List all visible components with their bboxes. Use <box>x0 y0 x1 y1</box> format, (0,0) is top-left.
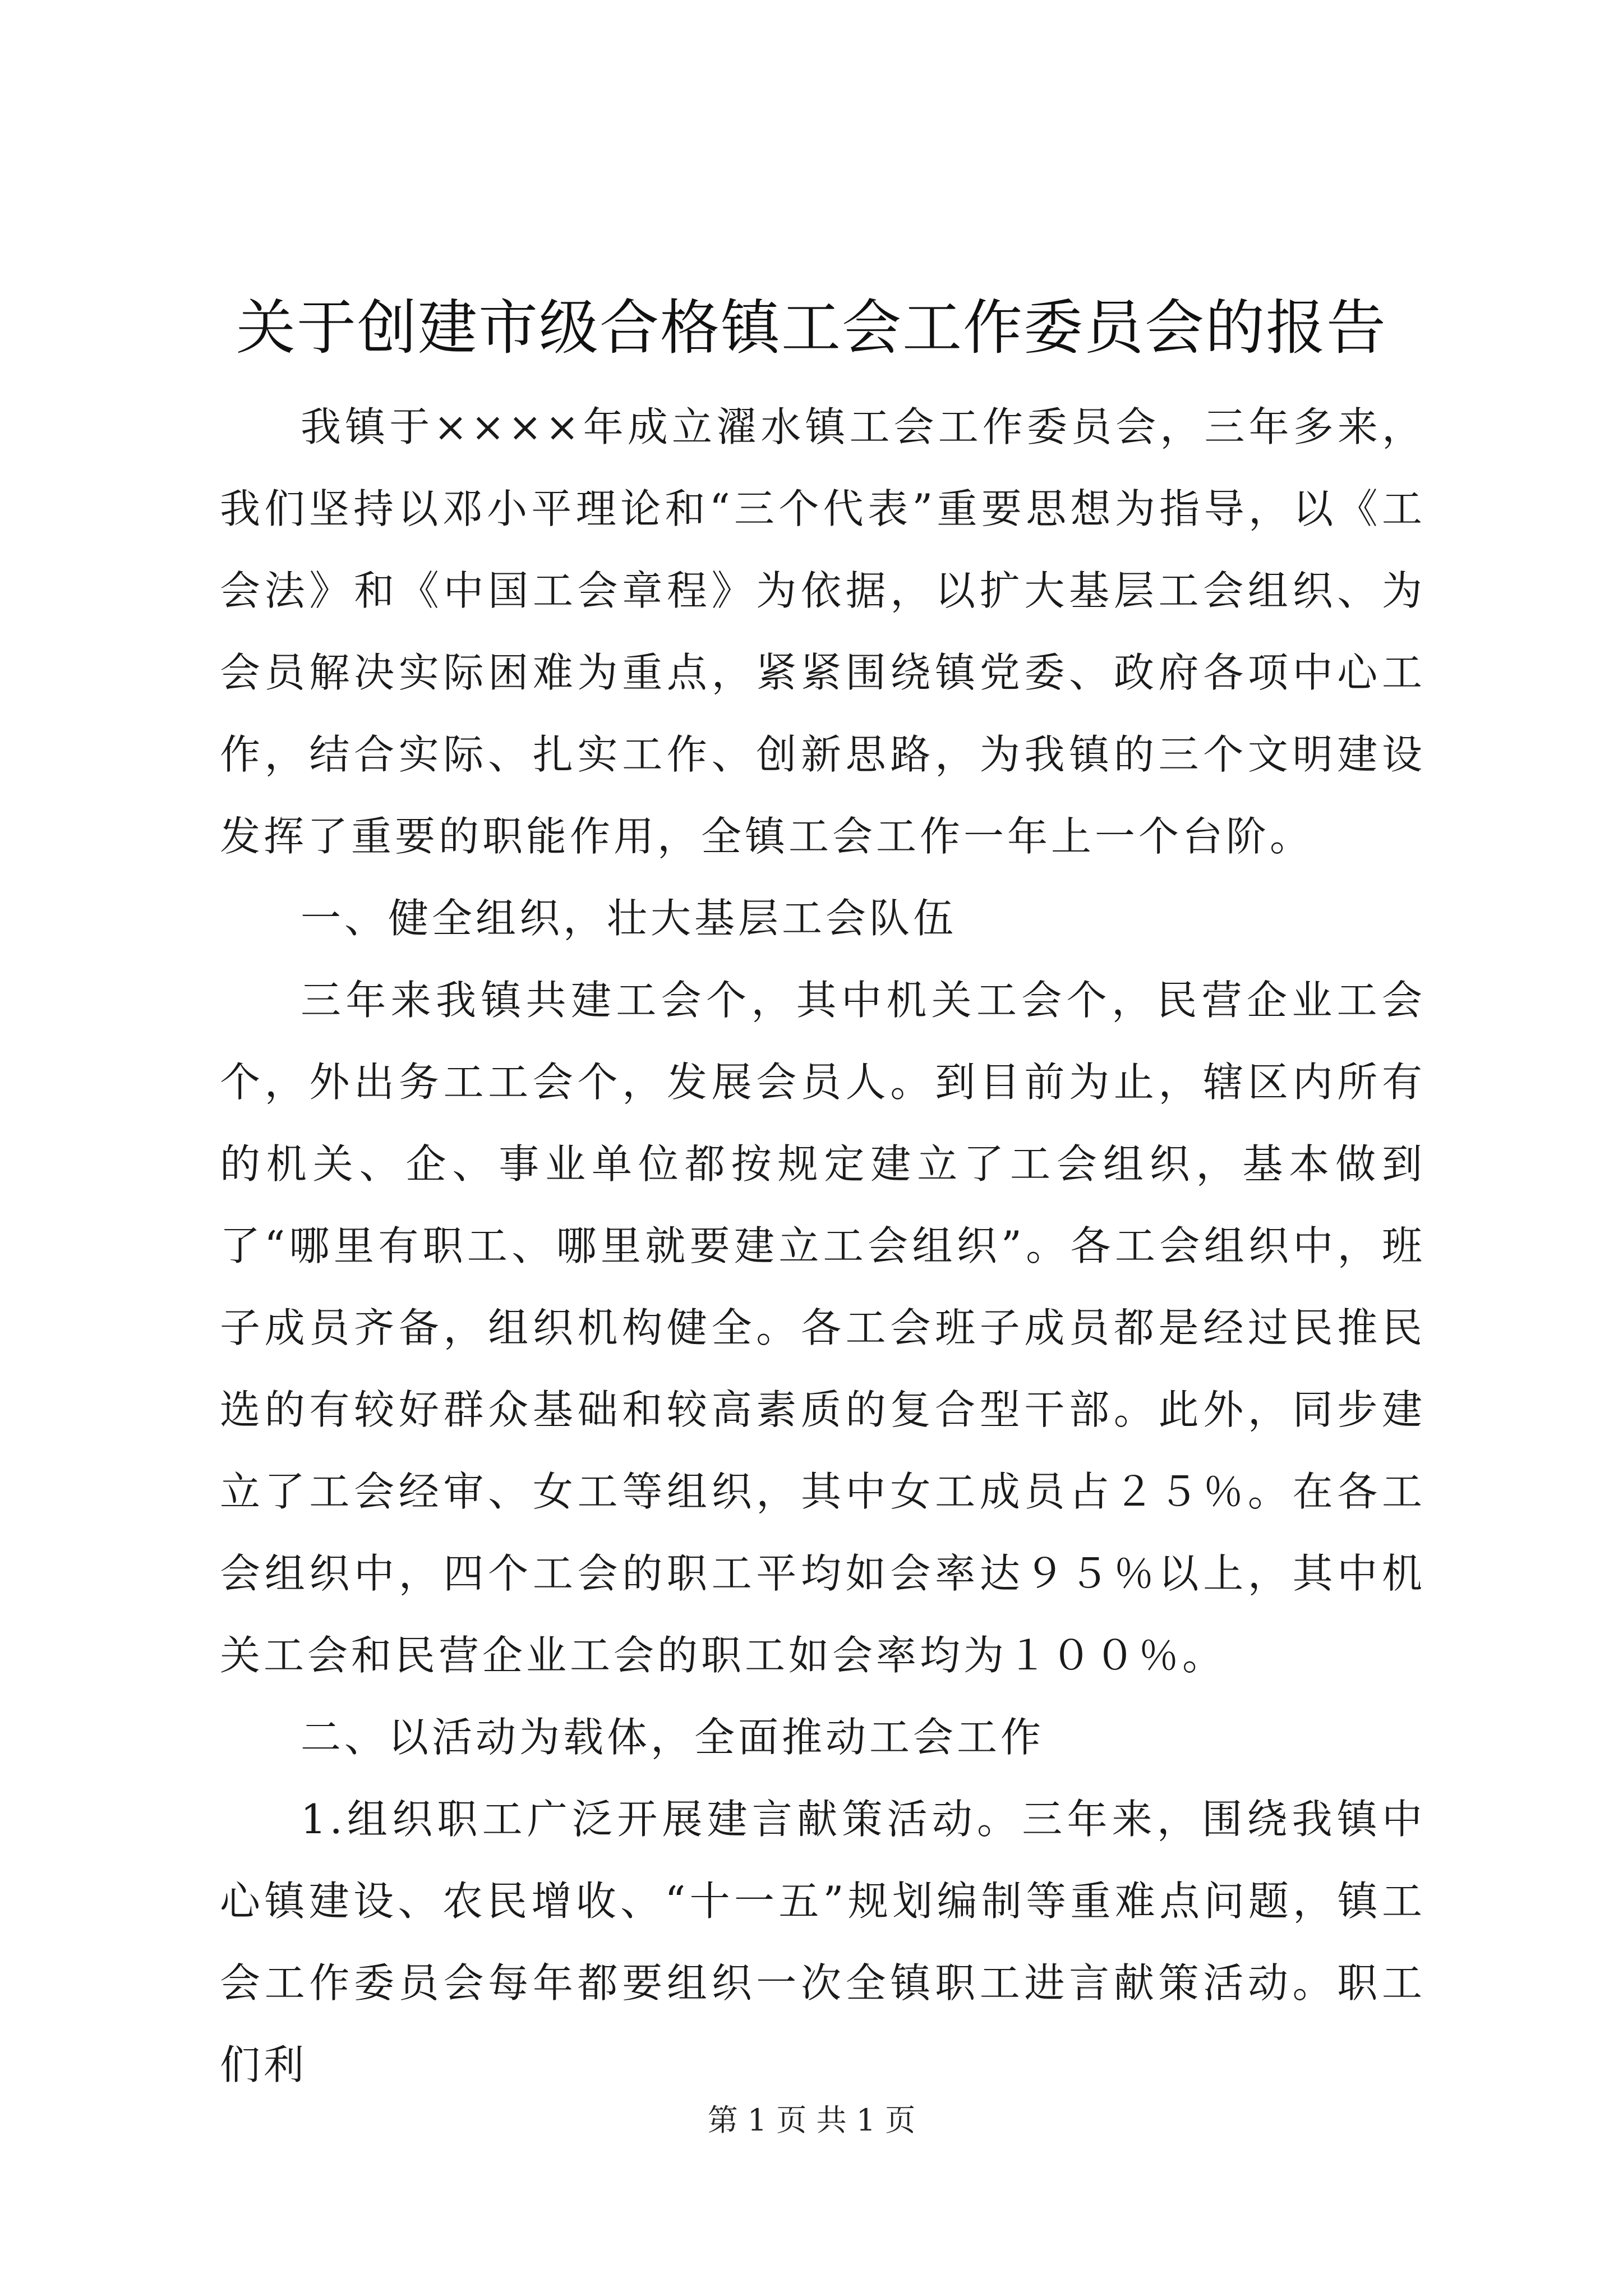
page-footer: 第 1 页 共 1 页 <box>707 2102 916 2138</box>
document-body <box>220 386 1426 2106</box>
section-heading-1: 一、健全组织，壮大基层工会队伍 <box>301 895 957 942</box>
document-title: 关于创建市级合格镇工会工作委员会的报告 <box>236 293 1387 362</box>
paragraph-intro: 我镇于××××年成立濯水镇工会工作委员会，三年多来，我们坚持以邓小平理论和“三个代表”重要思想为指导，以《工会法》和《中国工会章程》为依据，以扩大基层工会组织、为会员解决实际困难为重点，紧紧围绕镇党委、政府各项中心工作，结合实际、扎实工作、创新思路，为我镇的三个文明建设发挥了重要的职能作用，全镇工会工作一年上一个台阶。 <box>220 403 1426 860</box>
paragraph-section-2-item-1: 1.组织职工广泛开展建言献策活动。三年来，围绕我镇中心镇建设、农民增收、“十一五”规划编制等重难点问题，镇工会工作委员会每年都要组织一次全镇职工进言献策活动。职工们利 <box>220 1796 1426 2088</box>
section-heading-2: 二、以活动为载体，全面推动工会工作 <box>301 1714 1045 1761</box>
paragraph-section-1: 三年来我镇共建工会个，其中机关工会个，民营企业工会个，外出务工工会个，发展会员人。到目前为止，辖区内所有的机关、企、事业单位都按规定建立了工会组织，基本做到了“哪里有职工、哪里就要建立工会组织”。各工会组织中，班子成员齐备，组织机构健全。各工会班子成员都是经过民推民选的有较好群众基础和较高素质的复合型干部。此外，同步建立了工会经审、女工等组织，其中女工成员占２５％。在各工会组织中，四个工会的职工平均如会率达９５％以上，其中机关工会和民营企业工会的职工如会率均为１００％。 <box>220 977 1426 1679</box>
